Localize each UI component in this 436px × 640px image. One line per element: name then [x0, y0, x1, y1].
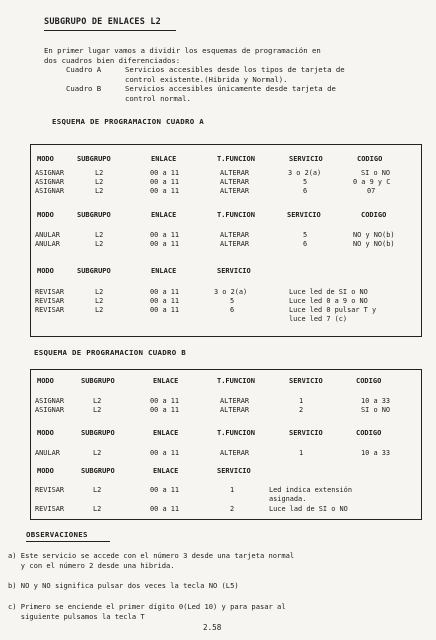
cuadro-b-heading: ESQUEMA DE PROGRAMACION CUADRO B	[34, 348, 186, 357]
table-cell: REVISAR	[35, 297, 65, 305]
table-cell: asignada.	[269, 495, 307, 503]
table-cell: ASIGNAR	[35, 178, 65, 186]
col-header-enlace: ENLACE	[151, 267, 177, 275]
table-cell: L2	[93, 449, 102, 457]
table-cell: L2	[95, 169, 104, 177]
table-cell: 1	[299, 449, 304, 457]
table-cell: SI o NO	[361, 406, 391, 414]
table-cell: ASIGNAR	[35, 169, 65, 177]
table-cell: 00 a 11	[150, 449, 180, 457]
table-cell: L2	[95, 178, 104, 186]
table-cell: ANULAR	[35, 240, 60, 248]
table-cell: REVISAR	[35, 486, 65, 494]
note-a-line-1: a) Este servicio se accede con el número 3 desde una tarjeta normal	[8, 551, 295, 560]
table-cell: L2	[95, 187, 104, 195]
table-cell: luce led 7 (c)	[289, 315, 348, 323]
table-cell: 00 a 11	[150, 486, 180, 494]
col-header-codigo: CODIGO	[356, 377, 382, 385]
col-header-tfuncion: T.FUNCION	[217, 377, 255, 385]
table-cell: 5	[303, 231, 308, 239]
table-cell: Led indica extensión	[269, 486, 352, 494]
table-cell: 00 a 11	[150, 240, 180, 248]
table-cell: L2	[93, 406, 102, 414]
table-cell: L2	[93, 486, 102, 494]
table-cell: ALTERAR	[220, 231, 250, 239]
table-cell: 6	[230, 306, 235, 314]
table-cell: L2	[93, 505, 102, 513]
table-cell: 00 a 11	[150, 288, 180, 296]
table-cell: Luce led 0 pulsar T y	[289, 306, 377, 314]
table-cell: L2	[95, 297, 104, 305]
table-cell: ALTERAR	[220, 397, 250, 405]
observaciones-heading: OBSERVACIONES	[26, 530, 88, 539]
col-header-servicio: SERVICIO	[289, 155, 323, 163]
table-cell: Luce led 0 a 9 o NO	[289, 297, 368, 305]
table-cell: 10 a 33	[361, 449, 391, 457]
table-cell: 00 a 11	[150, 169, 180, 177]
intro-line-1: En primer lugar vamos a dividir los esquemas de programación en	[44, 46, 321, 55]
table-cell: 3 o 2(a)	[214, 288, 248, 296]
table-cell: ALTERAR	[220, 187, 250, 195]
col-header-modo: MODO	[37, 377, 54, 385]
col-header-modo: MODO	[37, 267, 54, 275]
table-cell: 00 a 11	[150, 187, 180, 195]
table-cell: L2	[95, 288, 104, 296]
col-header-subgrupo: SUBGRUPO	[81, 429, 115, 437]
col-header-enlace: ENLACE	[153, 377, 179, 385]
table-cell: 3 o 2(a)	[288, 169, 322, 177]
cuadro-a-text-2: control existente.(Hibrida y Normal).	[125, 74, 288, 84]
page-title: SUBGRUPO DE ENLACES L2	[44, 17, 161, 27]
table-cell: 0 a 9 y C	[353, 178, 391, 186]
table-cell: 00 a 11	[150, 505, 180, 513]
table-cell: 00 a 11	[150, 297, 180, 305]
cuadro-a-text-1: Servicios accesibles desde los tipos de tarjeta de	[125, 65, 345, 75]
col-header-subgrupo: SUBGRUPO	[77, 155, 111, 163]
table-cell: 10 a 33	[361, 397, 391, 405]
table-cell: L2	[95, 240, 104, 248]
table-cell: L2	[95, 231, 104, 239]
cuadro-a-table	[30, 144, 422, 337]
table-cell: ASIGNAR	[35, 397, 65, 405]
col-header-subgrupo: SUBGRUPO	[81, 467, 115, 475]
table-cell: ALTERAR	[220, 178, 250, 186]
table-cell: L2	[95, 306, 104, 314]
col-header-enlace: ENLACE	[153, 467, 179, 475]
table-cell: 00 a 11	[150, 397, 180, 405]
col-header-subgrupo: SUBGRUPO	[77, 267, 111, 275]
table-cell: 6	[303, 240, 308, 248]
table-cell: Luce lad de SI o NO	[269, 505, 348, 513]
table-cell: L2	[93, 397, 102, 405]
table-cell: 00 a 11	[150, 306, 180, 314]
table-cell: REVISAR	[35, 288, 65, 296]
col-header-servicio: SERVICIO	[217, 267, 251, 275]
table-cell: 6	[303, 187, 308, 195]
col-header-tfuncion: T.FUNCION	[217, 155, 255, 163]
col-header-enlace: ENLACE	[151, 211, 177, 219]
table-cell: ANULAR	[35, 231, 60, 239]
col-header-subgrupo: SUBGRUPO	[81, 377, 115, 385]
cuadro-b-text-2: control normal.	[125, 94, 191, 103]
table-cell: ALTERAR	[220, 449, 250, 457]
table-cell: NO y NO(b)	[353, 240, 395, 248]
col-header-modo: MODO	[37, 429, 54, 437]
table-cell: 07	[367, 187, 376, 195]
cuadro-b-table	[30, 369, 422, 520]
table-cell: 2	[230, 505, 235, 513]
col-header-modo: MODO	[37, 211, 54, 219]
col-header-subgrupo: SUBGRUPO	[77, 211, 111, 219]
table-cell: 1	[230, 486, 235, 494]
col-header-tfuncion: T.FUNCION	[217, 429, 255, 437]
note-c-line-2: siguiente pulsamos la tecla T	[8, 612, 145, 621]
col-header-modo: MODO	[37, 155, 54, 163]
col-header-servicio: SERVICIO	[217, 467, 251, 475]
table-cell: ASIGNAR	[35, 187, 65, 195]
note-b: b) NO y NO significa pulsar dos veces la tecla NO (L5)	[8, 581, 239, 590]
table-cell: ANULAR	[35, 449, 60, 457]
table-cell: NO y NO(b)	[353, 231, 395, 239]
col-header-modo: MODO	[37, 467, 54, 475]
note-c-line-1: c) Primero se enciende el primer dígito 0(Led 10) y para pasar al	[8, 602, 286, 611]
table-cell: 5	[303, 178, 308, 186]
table-cell: 2	[299, 406, 304, 414]
observaciones-underline	[26, 541, 110, 542]
table-cell: REVISAR	[35, 306, 65, 314]
table-cell: ALTERAR	[220, 240, 250, 248]
col-header-codigo: CODIGO	[361, 211, 387, 219]
col-header-enlace: ENLACE	[151, 155, 177, 163]
cuadro-a-heading: ESQUEMA DE PROGRAMACION CUADRO A	[52, 117, 204, 126]
col-header-servicio: SERVICIO	[289, 429, 323, 437]
note-a-line-2: y con el número 2 desde una hibrida.	[8, 561, 175, 570]
cuadro-b-text-1: Servicios accesibles únicamente desde tarjeta de	[125, 84, 336, 94]
col-header-tfuncion: T.FUNCION	[217, 211, 255, 219]
table-cell: 00 a 11	[150, 178, 180, 186]
table-cell: 00 a 11	[150, 406, 180, 414]
table-cell: ALTERAR	[220, 169, 250, 177]
table-cell: REVISAR	[35, 505, 65, 513]
cuadro-a-label: Cuadro A	[66, 65, 102, 75]
table-cell: 00 a 11	[150, 231, 180, 239]
table-cell: 1	[299, 397, 304, 405]
col-header-codigo: CODIGO	[357, 155, 383, 163]
cuadro-b-label: Cuadro B	[66, 84, 102, 94]
table-cell: Luce led de SI o NO	[289, 288, 368, 296]
col-header-enlace: ENLACE	[153, 429, 179, 437]
table-cell: 5	[230, 297, 235, 305]
title-underline	[44, 30, 176, 31]
page-number: 2.58	[203, 623, 222, 632]
col-header-servicio: SERVICIO	[289, 377, 323, 385]
table-cell: SI o NO	[361, 169, 391, 177]
table-cell: ALTERAR	[220, 406, 250, 414]
intro-line-2: dos cuadros bien diferenciados:	[44, 55, 181, 65]
table-cell: ASIGNAR	[35, 406, 65, 414]
col-header-codigo: CODIGO	[356, 429, 382, 437]
col-header-servicio: SERVICIO	[287, 211, 321, 219]
